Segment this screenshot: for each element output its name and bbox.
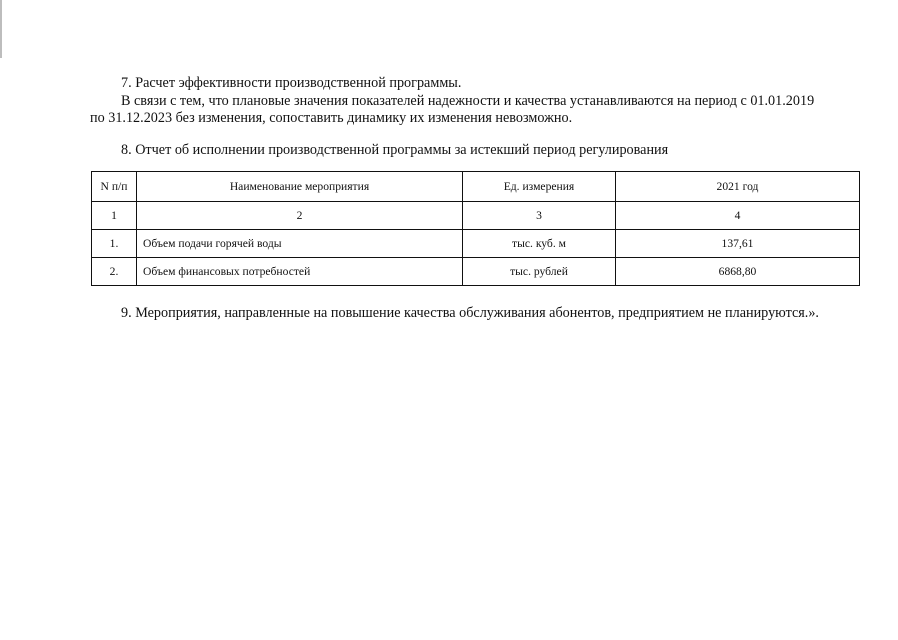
row-name-cell: Объем подачи горячей воды bbox=[137, 230, 463, 258]
section-7-text-line-1: В связи с тем, что плановые значения показателей надежности и качества устанавливаются на период с 01.01.2019 bbox=[121, 93, 815, 109]
header-cell-number: N п/п bbox=[92, 172, 137, 202]
table-header-row bbox=[92, 172, 860, 202]
row-unit-cell: тыс. куб. м bbox=[463, 230, 616, 258]
section-7-title: 7. Расчет эффективности производственной программы. bbox=[121, 75, 462, 91]
numbering-cell: 4 bbox=[616, 202, 860, 230]
row-name-cell: Объем финансовых потребностей bbox=[137, 258, 463, 286]
section-7-text-line-2: по 31.12.2023 без изменения, сопоставить динамику их изменения невозможно. bbox=[90, 110, 573, 126]
table-row bbox=[92, 230, 860, 258]
numbering-cell: 1 bbox=[92, 202, 137, 230]
table-row bbox=[92, 258, 860, 286]
row-number-cell: 1. bbox=[92, 230, 137, 258]
row-value-cell: 6868,80 bbox=[616, 258, 860, 286]
header-cell-year: 2021 год bbox=[616, 172, 860, 202]
scan-edge-mark bbox=[0, 0, 2, 58]
row-value-cell: 137,61 bbox=[616, 230, 860, 258]
numbering-cell: 3 bbox=[463, 202, 616, 230]
header-cell-unit: Ед. измерения bbox=[463, 172, 616, 202]
section-8-title: 8. Отчет об исполнении производственной программы за истекший период регулирования bbox=[121, 142, 669, 158]
table-numbering-row bbox=[92, 202, 860, 230]
header-cell-name: Наименование мероприятия bbox=[137, 172, 463, 202]
program-execution-table bbox=[91, 171, 860, 286]
row-number-cell: 2. bbox=[92, 258, 137, 286]
row-unit-cell: тыс. рублей bbox=[463, 258, 616, 286]
section-9-text: 9. Мероприятия, направленные на повышение качества обслуживания абонентов, предприятием не планируются.». bbox=[121, 305, 819, 321]
numbering-cell: 2 bbox=[137, 202, 463, 230]
